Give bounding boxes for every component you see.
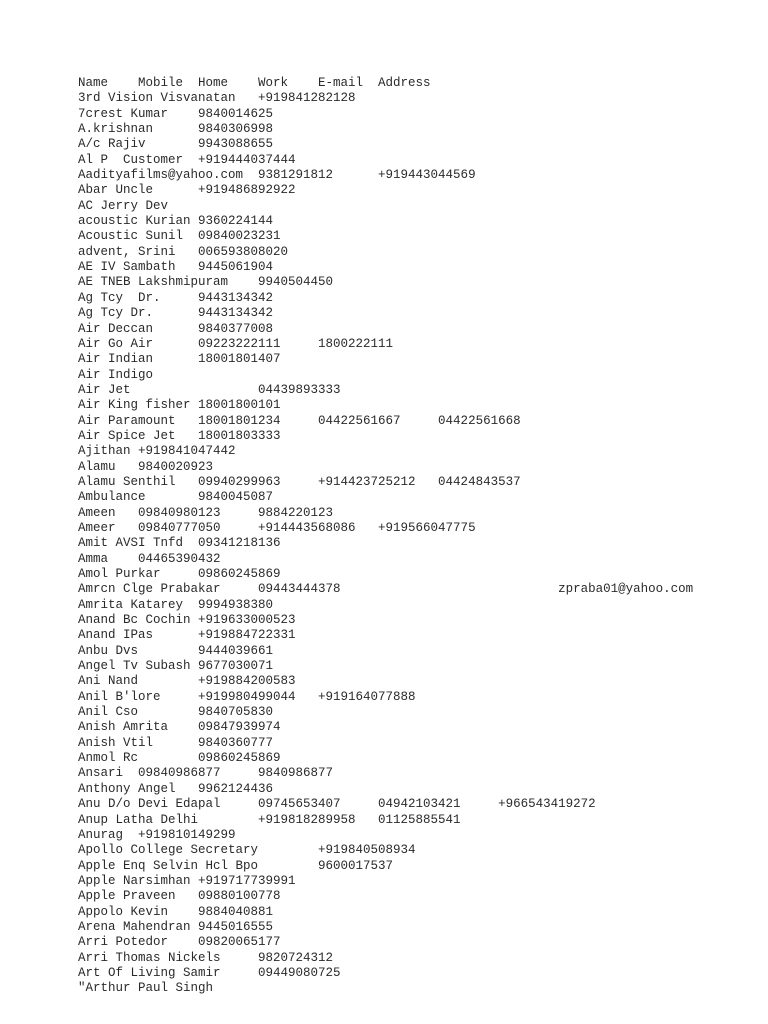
contact-line: Ag Tcy Dr. 9443134342	[78, 290, 274, 305]
contact-line: Al P Customer +919444037444	[78, 152, 296, 167]
contact-line: Air King fisher 18001800101	[78, 398, 281, 413]
contact-line: "Arthur Paul Singh	[78, 981, 214, 996]
contact-line: Ajithan +919841047442	[78, 444, 236, 459]
contact-line: Alamu 9840020923	[78, 459, 214, 474]
contact-line: Anil Cso 9840705830	[78, 705, 274, 720]
contact-line: advent, Srini 006593808020	[78, 244, 289, 259]
contact-line: Ag Tcy Dr. 9443134342	[78, 306, 274, 321]
contact-line: Anu D/o Devi Edapal 09745653407 04942103421 +966543419272	[78, 797, 596, 812]
contact-line: Amit AVSI Tnfd 09341218136	[78, 536, 281, 551]
contact-line: Apple Narsimhan +919717739991	[78, 873, 296, 888]
contact-line: Air Deccan 9840377008	[78, 321, 274, 336]
contact-line: Ameer 09840777050 +914443568086 +919566047775	[78, 520, 476, 535]
contact-line: Air Indigo	[78, 367, 154, 382]
contact-line: Amrita Katarey 9994938380	[78, 597, 274, 612]
contact-line: Ambulance 9840045087	[78, 490, 274, 505]
contact-list-text	[78, 76, 693, 997]
contact-line: Aadityafilms@yahoo.com 9381291812 +919443044569	[78, 168, 476, 183]
header-row: Name Mobile Home Work E-mail Address	[78, 76, 431, 90]
contact-line: Apple Enq Selvin Hcl Bpo 9600017537	[78, 858, 394, 873]
contact-line: Alamu Senthil 09940299963 +914423725212 04424843537	[78, 474, 521, 489]
contact-line: Arri Potedor 09820065177	[78, 935, 281, 950]
contact-line: Air Paramount 18001801234 04422561667 04422561668	[78, 413, 521, 428]
contact-line: Art Of Living Samir 09449080725	[78, 965, 341, 980]
contact-line: Arri Thomas Nickels 9820724312	[78, 950, 334, 965]
contact-line: Anand IPas +919884722331	[78, 628, 296, 643]
contact-line: Air Go Air 09223222111 1800222111	[78, 336, 394, 351]
contact-line: Ameen 09840980123 9884220123	[78, 505, 334, 520]
contact-line: Anand Bc Cochin +919633000523	[78, 613, 296, 628]
contact-line: Ani Nand +919884200583	[78, 674, 296, 689]
contact-line: Apple Praveen 09880100778	[78, 889, 281, 904]
contact-line: Air Jet 04439893333	[78, 382, 341, 397]
contact-line: AE TNEB Lakshmipuram 9940504450	[78, 275, 334, 290]
contact-line: Apollo College Secretary +919840508934	[78, 843, 416, 858]
contact-line: Angel Tv Subash 9677030071	[78, 659, 274, 674]
contact-line: Anurag +919810149299	[78, 827, 236, 842]
contact-line: Appolo Kevin 9884040881	[78, 904, 274, 919]
contact-line: 3rd Vision Visvanatan +919841282128	[78, 91, 356, 106]
contact-line: Anmol Rc 09860245869	[78, 751, 281, 766]
contact-line: Abar Uncle +919486892922	[78, 183, 296, 198]
contact-line: Anil B'lore +919980499044 +919164077888	[78, 689, 416, 704]
contact-line: Arena Mahendran 9445016555	[78, 919, 274, 934]
contact-line: Anthony Angel 9962124436	[78, 781, 274, 796]
contact-line: A.krishnan 9840306998	[78, 122, 274, 137]
contact-line: Ansari 09840986877 9840986877	[78, 766, 334, 781]
contact-line: acoustic Kurian 9360224144	[78, 214, 274, 229]
contact-line: A/c Rajiv 9943088655	[78, 137, 274, 152]
contact-line: Acoustic Sunil 09840023231	[78, 229, 281, 244]
contact-line: 7crest Kumar 9840014625	[78, 106, 274, 121]
contact-line: Amma 04465390432	[78, 551, 221, 566]
contact-line: Amol Purkar 09860245869	[78, 567, 281, 581]
contact-line: Anish Amrita 09847939974	[78, 720, 281, 735]
contact-line: AE IV Sambath 9445061904	[78, 260, 274, 275]
contact-line: Air Indian 18001801407	[78, 352, 281, 367]
contact-line: Anbu Dvs 9444039661	[78, 643, 274, 658]
contact-line: Anup Latha Delhi +919818289958 01125885541	[78, 812, 461, 827]
contact-line: Anish Vtil 9840360777	[78, 735, 274, 750]
contact-line: Air Spice Jet 18001803333	[78, 428, 281, 443]
contact-line: Amrcn Clge Prabakar 09443444378 zpraba01@yahoo.com	[78, 582, 694, 597]
contact-line: AC Jerry Dev	[78, 198, 169, 213]
